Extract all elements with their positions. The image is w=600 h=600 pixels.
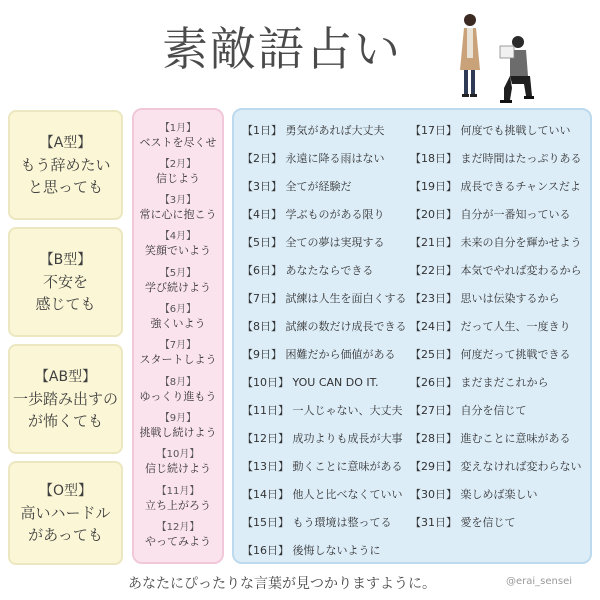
days-panel (232, 108, 592, 564)
months-panel (132, 108, 224, 564)
blood-type-o-card (8, 461, 123, 565)
day-item: 【5日】 全ての夢は実現する (242, 236, 385, 249)
blood-type-text: と思っても (27, 178, 103, 196)
day-item: 【10日】 YOU CAN DO IT. (242, 376, 379, 389)
blood-type-label: 【O型】 (38, 483, 93, 499)
day-item: 【21日】 未来の自分を輝かせよう (410, 236, 582, 249)
month-item: 【5月】 学び続けよう (145, 268, 211, 294)
day-item: 【24日】 だって人生、一度きり (410, 320, 571, 333)
day-item: 【30日】 楽しめば楽しい (410, 488, 538, 501)
author-handle: @erai_sensei (506, 576, 573, 587)
month-item: 【12月】 やってみよう (145, 522, 211, 548)
blood-type-text: 一歩踏み出すの (12, 390, 118, 408)
day-item: 【12日】 成功よりも成長が大事 (242, 432, 403, 445)
blood-type-text: があっても (28, 526, 103, 544)
day-item: 【1日】 勇気があれば大丈夫 (242, 124, 385, 137)
blood-type-text: 高いハードル (20, 504, 111, 522)
month-item: 【8月】 ゆっくり進もう (139, 377, 217, 403)
month-item: 【1月】 ベストを尽くせ (139, 123, 217, 149)
day-item: 【20日】 自分が一番知っている (410, 208, 571, 221)
day-item: 【27日】 自分を信じて (410, 404, 527, 417)
day-item: 【25日】 何度だって挑戦できる (410, 348, 571, 361)
day-item: 【31日】 愛を信じて (410, 516, 516, 529)
day-item: 【23日】 思いは伝染するから (410, 292, 560, 305)
month-item: 【3月】 常に心に抱こう (139, 195, 217, 221)
blood-type-text: 不安を (42, 273, 88, 291)
blood-type-a-card (8, 110, 123, 220)
month-item: 【4月】 笑顔でいよう (145, 231, 211, 257)
blood-type-text: もう辞めたい (20, 156, 111, 174)
day-item: 【22日】 本気でやれば変わるから (410, 264, 582, 277)
month-item: 【7月】 スタートしよう (139, 340, 217, 366)
day-item: 【26日】 まだまだこれから (410, 376, 549, 389)
blood-type-text: 感じても (35, 295, 96, 313)
footer-message: あなたにぴったりな言葉が見つかりますように。 (128, 576, 436, 592)
blood-type-label: 【AB型】 (34, 369, 97, 385)
blood-type-label: 【B型】 (39, 252, 92, 268)
page-title: 素敵語占い (162, 22, 402, 76)
day-item: 【17日】 何度でも挑戦していい (410, 124, 571, 137)
day-item: 【16日】 後悔しないように (242, 544, 381, 557)
day-item: 【9日】 困難だから価値がある (242, 348, 396, 361)
blood-type-text: が怖くても (27, 412, 103, 430)
day-item: 【11日】 一人じゃない、大丈夫 (242, 404, 403, 417)
day-item: 【28日】 進むことに意味がある (410, 432, 571, 445)
day-item: 【18日】 まだ時間はたっぷりある (410, 152, 582, 165)
day-item: 【19日】 成長できるチャンスだよ (410, 180, 581, 193)
day-item: 【29日】 変えなければ変わらない (410, 460, 582, 473)
day-item: 【2日】 永遠に降る雨はない (242, 152, 385, 165)
proposal-illustration (440, 8, 550, 108)
day-item: 【15日】 もう環境は整ってる (242, 516, 392, 529)
blood-type-ab-card (8, 344, 123, 454)
blood-type-label: 【A型】 (39, 135, 92, 151)
day-item: 【14日】 他人と比べなくていい (242, 488, 403, 501)
month-item: 【2月】 信じよう (156, 159, 200, 185)
blood-type-b-card (8, 227, 123, 337)
month-item: 【6月】 強くいよう (150, 304, 206, 330)
day-item: 【13日】 動くことに意味がある (242, 460, 403, 473)
day-item: 【6日】 あなたならできる (242, 264, 374, 277)
month-item: 【9月】 挑戦し続けよう (139, 413, 217, 439)
month-item: 【11月】 立ち上がろう (145, 486, 211, 512)
day-item: 【7日】 試練は人生を面白くする (242, 292, 407, 305)
month-item: 【10月】 信じ続けよう (145, 449, 211, 475)
day-item: 【3日】 全てが経験だ (242, 180, 352, 193)
day-item: 【4日】 学ぶものがある限り (242, 208, 385, 221)
day-item: 【8日】 試練の数だけ成長できる (242, 320, 407, 333)
